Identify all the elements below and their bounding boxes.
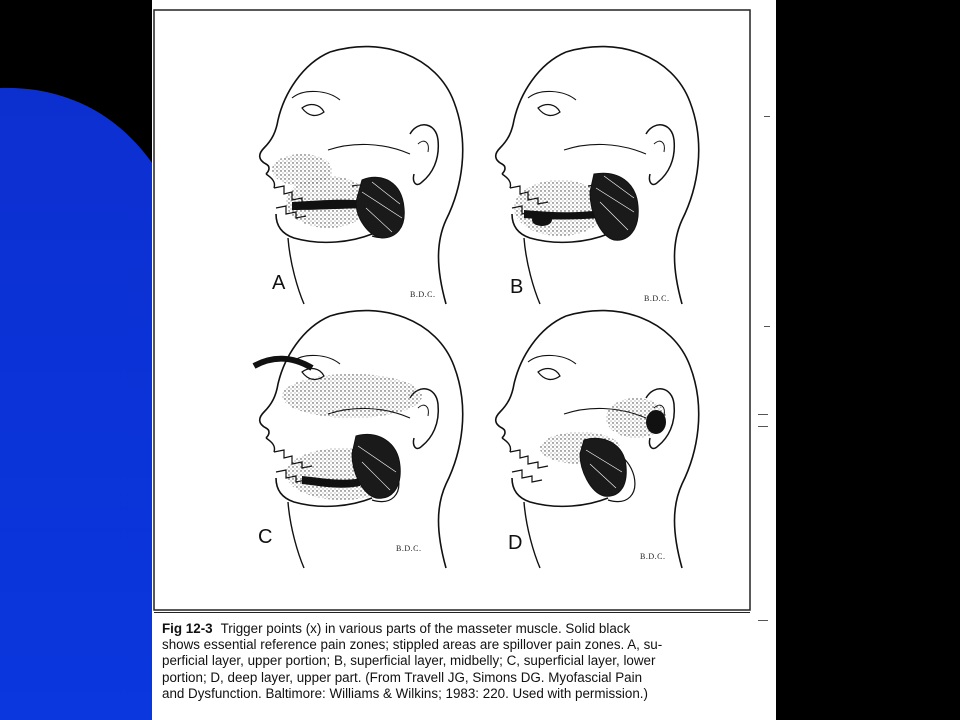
- scan-margin-mark: [758, 414, 768, 415]
- scan-margin-mark: [764, 326, 770, 327]
- slide-background-blue-shape: [0, 0, 160, 720]
- panel-d-head-drawing: [496, 311, 699, 568]
- figure-number: Fig 12-3: [162, 621, 213, 636]
- artist-initials-c: B.D.C.: [396, 544, 422, 553]
- scanned-figure-page: [152, 0, 776, 720]
- caption-line-3: perficial layer, upper portion; B, superficial layer, midbelly; C, superficial layer, lower: [162, 653, 656, 669]
- caption-line-1: [162, 621, 760, 637]
- panel-label-c: C: [258, 526, 273, 548]
- artist-initials-a: B.D.C.: [410, 290, 436, 299]
- scan-margin-mark: [758, 426, 768, 427]
- panel-label-b: B: [510, 276, 524, 298]
- panel-label-d: D: [508, 532, 523, 554]
- caption-line-2: shows essential reference pain zones; stippled areas are spillover pain zones. A, su-: [162, 637, 663, 653]
- scan-margin-mark: [758, 620, 768, 621]
- panel-label-a: A: [272, 272, 286, 294]
- panel-c-head-drawing: [254, 311, 463, 568]
- caption-line-5: and Dysfunction. Baltimore: Williams & Wilkins; 1983: 220. Used with permission.): [162, 685, 648, 701]
- blue-curve-shape: [0, 0, 160, 720]
- figure-caption: [162, 621, 760, 702]
- artist-initials-d: B.D.C.: [640, 552, 666, 561]
- caption-text-1: Trigger points (x) in various parts of the masseter muscle. Solid black: [220, 621, 631, 636]
- panel-a-head-drawing: [260, 47, 463, 304]
- scan-margin-mark: [764, 116, 770, 117]
- caption-line-4: portion; D, deep layer, upper part. (From Travell JG, Simons DG. Myofascial Pain: [162, 669, 643, 685]
- artist-initials-b: B.D.C.: [644, 294, 670, 303]
- caption-divider: [154, 612, 750, 613]
- figure-border: [154, 10, 750, 610]
- panel-b-head-drawing: [496, 47, 699, 304]
